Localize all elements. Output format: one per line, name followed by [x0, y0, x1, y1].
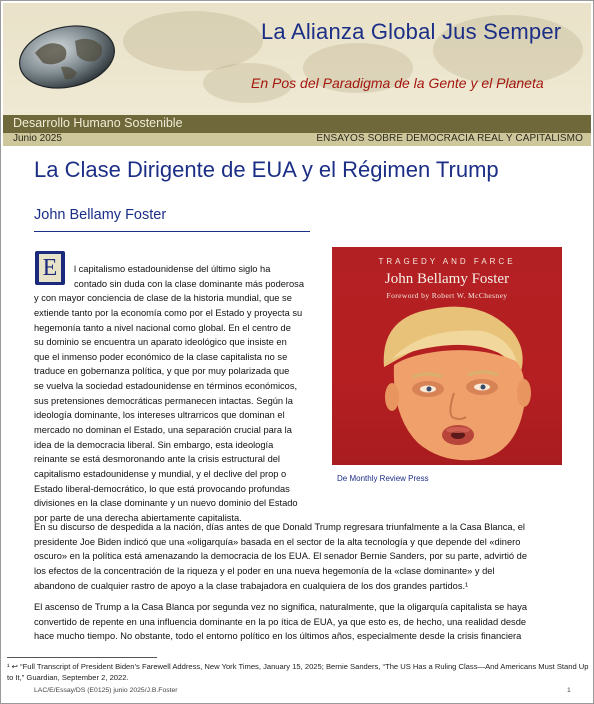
- article-author: John Bellamy Foster: [34, 207, 167, 223]
- cover-author: John Bellamy Foster: [384, 271, 510, 287]
- paragraph-line: l capitalismo estadounidense del último siglo ha: [74, 264, 271, 274]
- paragraph-line: hegemonía tanto a nivel nacional como global. En el centro de: [34, 322, 291, 333]
- footnote-1: ¹ ↩ “Full Transcript of President Biden’s Farewell Address, New York Times, January 15, 2025; Bernie Sanders, “The US Has a Ruling Class—And Americans Must Stand Up to It,” Guardian, September 2, 2022.: [7, 662, 589, 682]
- paragraph-line: idea de la democracia liberal. Sin embargo, esta ideología: [34, 439, 274, 450]
- cover-subtitle: TRAGEDY AND FARCE: [378, 257, 516, 266]
- paragraph-line: presidente Joe Biden indicó que una «oligarquía» basada en el sector de la alta tecnología y que depende del «dinero: [34, 536, 521, 547]
- paragraph-line: y con mayor conciencia de clase de la historia mundial, que se: [34, 293, 292, 304]
- paragraph-line: abandono de cualquier rastro de apoyo a la clase trabajadora en cualquiera de los dos grandes partidos.¹: [34, 580, 469, 591]
- paragraph-line: hace mucho tiempo. No obstante, todo el entorno político en los últimos años, especialmente desde la crisis financiera: [34, 631, 522, 642]
- paragraph-line: convertido de repente en una influencia dominante en la po ítica de EUA, ya que esto es, de hecho, una realidad desde: [34, 616, 527, 627]
- series-label: ENSAYOS SOBRE DEMOCRACIA REAL Y CAPITALISMO: [316, 133, 583, 144]
- drop-cap-letter: E: [39, 254, 61, 282]
- paragraph-line: traduce en gobernanza política, y que por muy polarizada que: [34, 366, 290, 377]
- book-cover-image: [332, 247, 562, 465]
- paragraph-line: los efectos de la concentración de la riqueza y el poder en una nueva hegemonía de la «clase dominante» y del: [34, 565, 495, 576]
- section-bar: [3, 115, 591, 133]
- meta-bar: [3, 133, 591, 146]
- paragraph-line: extiende tanto por la economía como por el Estado y proyecta su: [34, 307, 303, 318]
- author-divider: [34, 231, 310, 232]
- footnote-divider: [7, 657, 157, 658]
- paragraph-line: contado sin duda con la clase dominante más poderosa: [74, 278, 304, 289]
- paragraph-line: En su discurso de despedida a la nación, días antes de que Donald Trump regresara triunfalmente a la Casa Blanca, el: [34, 522, 525, 532]
- paragraph-line: oscuro» en la política está amenazando la democracia de los EUA. El senador Bernie Sanders, por su parte, advirtió de: [34, 551, 528, 562]
- trump-portrait-illustration: [332, 247, 562, 465]
- paragraph-line: ideología dominante, los intereses ultrarricos que dominan el: [34, 410, 285, 421]
- paragraph-line: Estado liberal-democrático, lo que está provocando profundas: [34, 483, 290, 494]
- paragraph-line: El ascenso de Trump a la Casa Blanca por segunda vez no significa, naturalmente, que la oligarquía capitalista se haya: [34, 602, 528, 612]
- cover-foreword: Foreword by Robert W. McChesney: [386, 291, 508, 300]
- header-banner: [3, 3, 591, 115]
- first-paragraph: [34, 262, 319, 526]
- paragraph-line: divisiones en la clase dominante y un nuevo dominio del Estado: [34, 498, 298, 509]
- document-reference: LAC/E/Essay/DS (E0125) junio 2025/J.B.Foster: [34, 687, 178, 694]
- organization-title: La Alianza Global Jus Semper: [261, 19, 562, 44]
- paragraph-line: sus pretensiones democráticas permanecen intactas. Según la: [34, 395, 293, 406]
- figure-caption: De Monthly Review Press: [337, 474, 429, 483]
- paragraph-line: que el inmenso poder económico de la clase capitalista no se: [34, 351, 288, 362]
- organization-tagline: En Pos del Paradigma de la Gente y el Planeta: [251, 75, 544, 91]
- map-background-shape: [123, 11, 263, 71]
- paragraph-line: reinante se está desmoronando ante la crisis estructural del: [34, 454, 280, 465]
- paragraph-line: por parte de una derecha abiertamente capitalista.: [34, 512, 242, 523]
- paragraph-line: se vuelva la sociedad estadounidense en términos económicos,: [34, 381, 298, 392]
- paragraph-line: capitalismo estadounidense y mundial, y el declive del prop o: [34, 468, 287, 479]
- section-label: Desarrollo Humano Sostenible: [13, 116, 183, 130]
- paragraph-line: su dominio se encuentra un aparato ideológico que insiste en: [34, 337, 287, 348]
- third-paragraph: [34, 600, 564, 644]
- page-number: 1: [567, 687, 571, 694]
- paragraph-line: mercado no dominan el Estado, una separación crucial para la: [34, 425, 292, 436]
- second-paragraph: [34, 520, 564, 593]
- issue-date: Junio 2025: [13, 133, 62, 144]
- globe-map-icon: [17, 17, 117, 93]
- article-title: La Clase Dirigente de EUA y el Régimen Trump: [34, 157, 499, 182]
